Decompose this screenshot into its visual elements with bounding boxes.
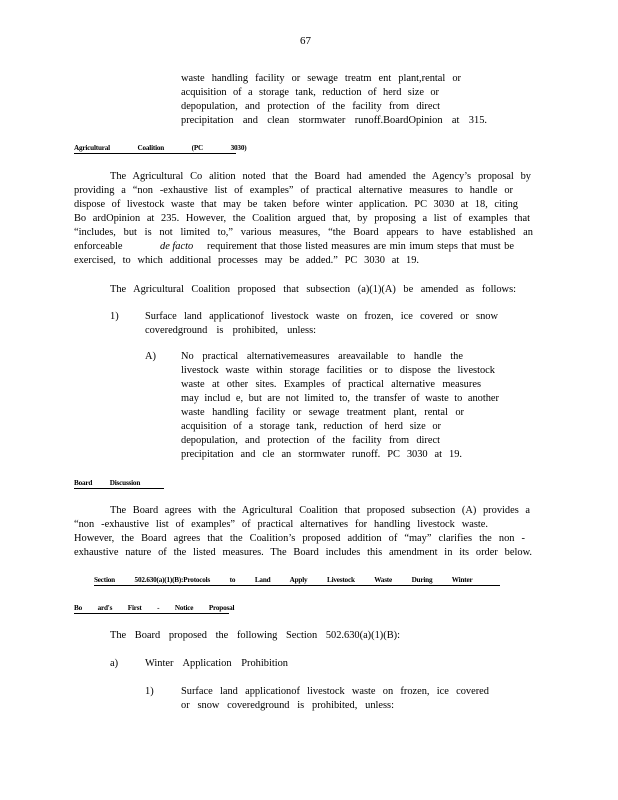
text-line: However, the Board agrees that the Coalition’s proposed addition of “may” clarifies the non -: [74, 533, 525, 544]
text-line: or snow coveredground is prohibited, unless:: [181, 700, 394, 711]
text-line: The Agricultural Co alition noted that the Board had amended the Agency’s proposal by: [110, 171, 531, 182]
italic-phrase: de facto: [160, 241, 194, 252]
text-line: acquisition of a storage tank, reduction of herd size or: [181, 87, 439, 98]
section-heading: Bo ard's First - Notice Proposal: [74, 604, 235, 612]
text-line: Winter Application Prohibition: [145, 658, 288, 669]
text-line: acquisition of a storage tank, reduction of herd size or: [181, 421, 441, 432]
text-line: requirement that those listed measures are min imum steps that must be: [207, 241, 514, 252]
text-line: depopulation, and protection of the facility from direct: [181, 435, 440, 446]
text-line: precipitation and clean stormwater runoff.BoardOpinion at 315.: [181, 115, 487, 126]
text-line: coveredground is prohibited, unless:: [145, 325, 316, 336]
section-heading: Agricultural Coalition (PC 3030): [74, 144, 247, 152]
text-line: Bo ardOpinion at 235. However, the Coalition argued that, by proposing a list of examples that: [74, 213, 530, 224]
text-line: exhaustive nature of the listed measures. The Board includes this amendment in its order below.: [74, 547, 532, 558]
text-line: No practical alternativemeasures areavailable to handle the: [181, 351, 463, 362]
text-line: “non -exhaustive list of examples” of practical alternatives for handling livestock waste.: [74, 519, 488, 530]
text-line: waste at other sites. Examples of practical alternative measures: [181, 379, 481, 390]
text-line: precipitation and cle an stormwater runoff. PC 3030 at 19.: [181, 449, 462, 460]
text-line: waste handling facility or sewage treatment plant, rental or: [181, 407, 464, 418]
text-line: The Board proposed the following Section 502.630(a)(1)(B):: [110, 630, 400, 641]
text-line: “includes, but is not limited to,” various measures, “the Board appears to have established an: [74, 227, 533, 238]
text-line: The Board agrees with the Agricultural Coalition that proposed subsection (A) provides a: [110, 505, 530, 516]
text-line: may includ e, but are not limited to, the transfer of waste to another: [181, 393, 499, 404]
list-number: 1): [110, 311, 119, 322]
text-line: waste handling facility or sewage treatm ent plant,rental or: [181, 73, 461, 84]
text-line: exercised, to which additional processes may be added.” PC 3030 at 19.: [74, 255, 419, 266]
page-number: 67: [300, 35, 311, 47]
list-number: A): [145, 351, 156, 362]
section-heading: Section 502.630(a)(1)(B):Protocols to Land Apply Livestock Waste During Winter: [94, 575, 500, 586]
text-line: Surface land applicationof livestock waste on frozen, ice covered or snow: [145, 311, 498, 322]
text-line: Surface land applicationof livestock waste on frozen, ice covered: [181, 686, 489, 697]
section-heading: Board Discussion: [74, 478, 164, 489]
list-number: a): [110, 658, 119, 669]
text-line: livestock waste within storage facilities or to dispose the livestock: [181, 365, 495, 376]
text-line: enforceable: [74, 241, 123, 252]
text-line: dispose of livestock waste that may be taken before winter application. PC 3030 at 18, citing: [74, 199, 518, 210]
text-line: The Agricultural Coalition proposed that subsection (a)(1)(A) be amended as follows:: [110, 284, 516, 295]
text-line: depopulation, and protection of the facility from direct: [181, 101, 440, 112]
text-line: providing a “non -exhaustive list of examples” of practical alternative measures to handle or: [74, 185, 513, 196]
list-number: 1): [145, 686, 154, 697]
